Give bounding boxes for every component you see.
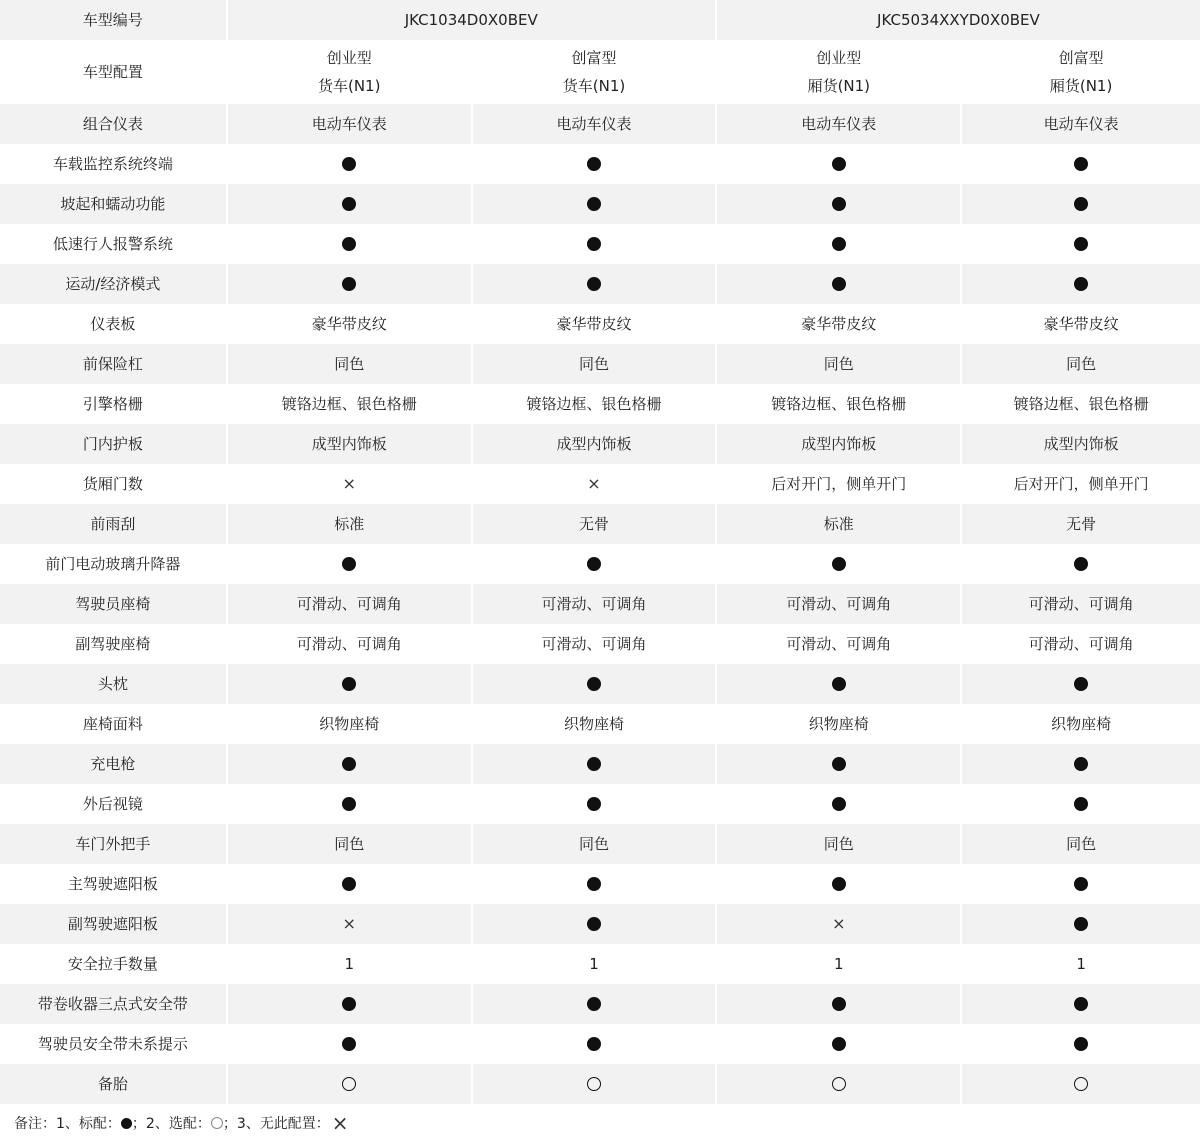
variant-series: 创富型 [571, 49, 617, 67]
value-cell [962, 184, 1200, 224]
value-text: 1 [344, 955, 354, 973]
standard-dot-icon [342, 197, 356, 211]
value-cell [228, 224, 471, 264]
value-cell [473, 384, 716, 424]
value-text: 织物座椅 [319, 715, 380, 733]
row-label: 车门外把手 [0, 824, 226, 864]
standard-dot-icon [587, 917, 601, 931]
standard-dot-icon [1074, 277, 1088, 291]
value-text: 可滑动、可调角 [786, 635, 892, 653]
standard-dot-icon [832, 277, 846, 291]
value-cell [962, 584, 1200, 624]
variant-cell [228, 40, 471, 104]
value-cell [962, 264, 1200, 304]
value-cell [717, 544, 960, 584]
value-cell [717, 624, 960, 664]
table-row [0, 544, 1200, 584]
table-row [0, 344, 1200, 384]
value-cell [473, 584, 716, 624]
value-cell [228, 1064, 471, 1104]
value-cell [962, 424, 1200, 464]
value-text: 标准 [334, 515, 365, 533]
value-text: 同色 [579, 835, 610, 853]
value-text: 电动车仪表 [311, 115, 387, 133]
table-row [0, 464, 1200, 504]
value-cell [228, 104, 471, 144]
value-cell [473, 1064, 716, 1104]
value-text: 1 [589, 955, 599, 973]
none-cross-icon: × [342, 914, 356, 933]
footnote-prefix: 备注：1、标配： [14, 1116, 121, 1132]
value-text: 镀铬边框、银色格栅 [771, 395, 907, 413]
standard-dot-icon [587, 197, 601, 211]
variant-body: 货车(N1) [317, 77, 381, 95]
header-label: 车型编号 [0, 0, 226, 40]
value-cell [228, 464, 471, 504]
standard-dot-icon [832, 157, 846, 171]
value-cell [228, 704, 471, 744]
table-row [0, 1024, 1200, 1064]
value-cell [962, 304, 1200, 344]
value-cell [717, 944, 960, 984]
value-cell [717, 384, 960, 424]
variant-cell [473, 40, 716, 104]
value-cell [962, 224, 1200, 264]
value-text: 同色 [334, 835, 365, 853]
table-row [0, 984, 1200, 1024]
value-cell [473, 184, 716, 224]
standard-dot-icon [587, 677, 601, 691]
value-text: 后对开门，侧单开门 [1013, 475, 1149, 493]
row-label: 副驾驶遮阳板 [0, 904, 226, 944]
value-text: 后对开门，侧单开门 [771, 475, 907, 493]
value-text: 成型内饰板 [1043, 435, 1119, 453]
value-cell [228, 864, 471, 904]
footnote-optional-text: ；2、选配： [131, 1116, 211, 1132]
row-label: 引擎格栅 [0, 384, 226, 424]
value-cell [473, 104, 716, 144]
none-cross-icon: × [587, 474, 601, 493]
standard-dot-icon [342, 997, 356, 1011]
standard-dot-icon [342, 797, 356, 811]
value-cell [717, 984, 960, 1024]
value-cell [717, 144, 960, 184]
value-cell [962, 544, 1200, 584]
table-row [0, 784, 1200, 824]
value-cell [962, 104, 1200, 144]
value-cell [228, 744, 471, 784]
table-row [0, 224, 1200, 264]
value-cell [962, 624, 1200, 664]
variant-body: 厢货(N1) [1049, 77, 1113, 95]
value-cell [717, 424, 960, 464]
value-cell [473, 544, 716, 584]
value-cell [717, 344, 960, 384]
standard-dot-icon [832, 557, 846, 571]
value-cell [962, 344, 1200, 384]
variant-series: 创富型 [1058, 49, 1104, 67]
variant-body: 货车(N1) [562, 77, 626, 95]
header-row [0, 0, 1200, 40]
value-cell [228, 584, 471, 624]
value-cell [962, 704, 1200, 744]
value-cell [473, 744, 716, 784]
value-text: 标准 [823, 515, 854, 533]
table-row [0, 1064, 1200, 1104]
optional-ring-icon [211, 1117, 223, 1129]
optional-ring-icon [1074, 1077, 1088, 1091]
value-text: 同色 [1066, 355, 1097, 373]
standard-dot-icon [587, 797, 601, 811]
value-cell [962, 384, 1200, 424]
value-cell [228, 144, 471, 184]
table-row [0, 944, 1200, 984]
value-text: 可滑动、可调角 [786, 595, 892, 613]
standard-dot-icon [1074, 997, 1088, 1011]
value-cell [228, 1024, 471, 1064]
value-text: 同色 [579, 355, 610, 373]
value-cell [962, 144, 1200, 184]
value-cell [962, 1024, 1200, 1064]
table-row [0, 504, 1200, 544]
value-text: 同色 [1066, 835, 1097, 853]
value-text: 同色 [823, 835, 854, 853]
model-code-1: JKC1034D0X0BEV [228, 0, 715, 40]
row-label: 副驾驶座椅 [0, 624, 226, 664]
row-label: 门内护板 [0, 424, 226, 464]
config-row [0, 40, 1200, 104]
standard-dot-icon [587, 997, 601, 1011]
table-row [0, 304, 1200, 344]
legend-footnote [14, 1111, 349, 1135]
standard-dot-icon [587, 877, 601, 891]
standard-dot-icon [1074, 797, 1088, 811]
table-row [0, 664, 1200, 704]
value-cell [962, 464, 1200, 504]
value-cell [717, 1064, 960, 1104]
value-cell [473, 144, 716, 184]
value-cell [473, 504, 716, 544]
standard-dot-icon [342, 877, 356, 891]
standard-dot-icon [342, 277, 356, 291]
variant-series: 创业型 [816, 49, 862, 67]
value-cell [473, 704, 716, 744]
value-text: 豪华带皮纹 [556, 315, 632, 333]
value-text: 1 [1076, 955, 1086, 973]
standard-dot-icon [832, 997, 846, 1011]
value-text: 可滑动、可调角 [541, 595, 647, 613]
value-cell [228, 264, 471, 304]
standard-dot-icon [587, 277, 601, 291]
table-row [0, 584, 1200, 624]
value-cell [962, 984, 1200, 1024]
standard-dot-icon [832, 677, 846, 691]
standard-dot-icon [1074, 677, 1088, 691]
table-row [0, 704, 1200, 744]
table-row [0, 824, 1200, 864]
row-label: 坡起和蠕动功能 [0, 184, 226, 224]
value-text: 电动车仪表 [1043, 115, 1119, 133]
value-text: 1 [834, 955, 844, 973]
value-cell [473, 784, 716, 824]
table-row [0, 104, 1200, 144]
value-cell [473, 624, 716, 664]
value-text: 镀铬边框、银色格栅 [281, 395, 417, 413]
standard-dot-icon [832, 757, 846, 771]
value-text: 成型内饰板 [311, 435, 387, 453]
standard-dot-icon [1074, 557, 1088, 571]
value-text: 豪华带皮纹 [801, 315, 877, 333]
value-cell [717, 264, 960, 304]
value-text: 成型内饰板 [801, 435, 877, 453]
value-cell [962, 1064, 1200, 1104]
value-cell [228, 184, 471, 224]
value-cell [473, 464, 716, 504]
none-cross-icon: × [331, 1111, 349, 1135]
value-cell [717, 304, 960, 344]
value-cell [473, 824, 716, 864]
row-label: 前雨刮 [0, 504, 226, 544]
value-cell [228, 664, 471, 704]
value-cell [473, 864, 716, 904]
row-label: 前门电动玻璃升降器 [0, 544, 226, 584]
value-cell [717, 704, 960, 744]
value-cell [473, 1024, 716, 1064]
value-cell [228, 344, 471, 384]
value-cell [717, 904, 960, 944]
value-cell [228, 984, 471, 1024]
value-cell [473, 304, 716, 344]
row-label: 头枕 [0, 664, 226, 704]
row-label: 运动/经济模式 [0, 264, 226, 304]
value-text: 无骨 [579, 515, 610, 533]
standard-dot-icon [587, 557, 601, 571]
value-cell [228, 944, 471, 984]
row-label: 安全拉手数量 [0, 944, 226, 984]
value-text: 豪华带皮纹 [311, 315, 387, 333]
value-text: 镀铬边框、银色格栅 [526, 395, 662, 413]
standard-dot-icon [1074, 1037, 1088, 1051]
value-cell [473, 224, 716, 264]
standard-dot-icon [1074, 197, 1088, 211]
row-label: 备胎 [0, 1064, 226, 1104]
value-cell [962, 784, 1200, 824]
value-text: 可滑动、可调角 [541, 635, 647, 653]
table-row [0, 744, 1200, 784]
row-label: 低速行人报警系统 [0, 224, 226, 264]
value-text: 可滑动、可调角 [296, 635, 402, 653]
row-label: 组合仪表 [0, 104, 226, 144]
variant-body: 厢货(N1) [807, 77, 871, 95]
standard-dot-icon [832, 197, 846, 211]
optional-ring-icon [832, 1077, 846, 1091]
standard-dot-icon [1074, 157, 1088, 171]
value-text: 织物座椅 [564, 715, 625, 733]
row-label: 座椅面料 [0, 704, 226, 744]
table-row [0, 184, 1200, 224]
row-label: 外后视镜 [0, 784, 226, 824]
row-label: 车载监控系统终端 [0, 144, 226, 184]
variant-cell [717, 40, 960, 104]
value-cell [717, 464, 960, 504]
optional-ring-icon [342, 1077, 356, 1091]
value-cell [962, 824, 1200, 864]
row-label: 主驾驶遮阳板 [0, 864, 226, 904]
optional-ring-icon [587, 1077, 601, 1091]
table-row [0, 624, 1200, 664]
value-cell [473, 664, 716, 704]
value-text: 可滑动、可调角 [296, 595, 402, 613]
standard-dot-icon [342, 237, 356, 251]
feature-rows [0, 104, 1200, 1104]
table-row [0, 424, 1200, 464]
value-cell [228, 424, 471, 464]
standard-dot-icon [342, 677, 356, 691]
value-text: 同色 [823, 355, 854, 373]
model-code-2: JKC5034XXYD0X0BEV [717, 0, 1200, 40]
standard-dot-icon [587, 1037, 601, 1051]
standard-dot-icon [121, 1118, 132, 1129]
table-row [0, 904, 1200, 944]
value-cell [473, 264, 716, 304]
value-cell [228, 784, 471, 824]
standard-dot-icon [832, 1037, 846, 1051]
value-cell [717, 1024, 960, 1064]
value-text: 织物座椅 [808, 715, 869, 733]
value-cell [473, 984, 716, 1024]
value-cell [717, 504, 960, 544]
value-cell [473, 904, 716, 944]
value-cell [717, 824, 960, 864]
value-cell [228, 504, 471, 544]
config-label: 车型配置 [0, 40, 226, 104]
row-label: 前保险杠 [0, 344, 226, 384]
variant-cell [962, 40, 1200, 104]
standard-dot-icon [832, 237, 846, 251]
value-cell [962, 864, 1200, 904]
value-cell [717, 224, 960, 264]
value-cell [717, 184, 960, 224]
table-row [0, 384, 1200, 424]
row-label: 驾驶员安全带未系提示 [0, 1024, 226, 1064]
standard-dot-icon [587, 757, 601, 771]
standard-dot-icon [587, 237, 601, 251]
value-text: 可滑动、可调角 [1028, 595, 1134, 613]
value-cell [717, 664, 960, 704]
standard-dot-icon [832, 797, 846, 811]
value-cell [962, 904, 1200, 944]
value-text: 电动车仪表 [801, 115, 877, 133]
standard-dot-icon [1074, 237, 1088, 251]
value-cell [473, 424, 716, 464]
footnote-none-text: ；3、无此配置： [222, 1116, 330, 1132]
value-cell [962, 664, 1200, 704]
value-cell [473, 944, 716, 984]
row-label: 货厢门数 [0, 464, 226, 504]
standard-dot-icon [587, 157, 601, 171]
value-cell [717, 104, 960, 144]
table-row [0, 264, 1200, 304]
value-cell [228, 904, 471, 944]
value-text: 豪华带皮纹 [1043, 315, 1119, 333]
standard-dot-icon [342, 157, 356, 171]
row-label: 驾驶员座椅 [0, 584, 226, 624]
value-text: 镀铬边框、银色格栅 [1013, 395, 1149, 413]
row-label: 带卷收器三点式安全带 [0, 984, 226, 1024]
table-row [0, 144, 1200, 184]
value-cell [228, 824, 471, 864]
value-cell [228, 304, 471, 344]
standard-dot-icon [342, 1037, 356, 1051]
value-cell [717, 584, 960, 624]
value-cell [473, 344, 716, 384]
value-text: 同色 [334, 355, 365, 373]
value-text: 成型内饰板 [556, 435, 632, 453]
standard-dot-icon [342, 557, 356, 571]
value-text: 电动车仪表 [556, 115, 632, 133]
value-cell [962, 504, 1200, 544]
value-cell [717, 744, 960, 784]
variant-series: 创业型 [326, 49, 372, 67]
standard-dot-icon [342, 757, 356, 771]
row-label: 仪表板 [0, 304, 226, 344]
value-cell [717, 784, 960, 824]
none-cross-icon: × [342, 474, 356, 493]
row-label: 充电枪 [0, 744, 226, 784]
value-cell [717, 864, 960, 904]
value-cell [228, 544, 471, 584]
value-cell [962, 944, 1200, 984]
standard-dot-icon [1074, 757, 1088, 771]
value-text: 无骨 [1066, 515, 1097, 533]
standard-dot-icon [1074, 877, 1088, 891]
value-text: 可滑动、可调角 [1028, 635, 1134, 653]
none-cross-icon: × [832, 914, 846, 933]
value-text: 织物座椅 [1051, 715, 1112, 733]
table-row [0, 864, 1200, 904]
value-cell [962, 744, 1200, 784]
standard-dot-icon [1074, 917, 1088, 931]
value-cell [228, 624, 471, 664]
value-cell [228, 384, 471, 424]
standard-dot-icon [832, 877, 846, 891]
